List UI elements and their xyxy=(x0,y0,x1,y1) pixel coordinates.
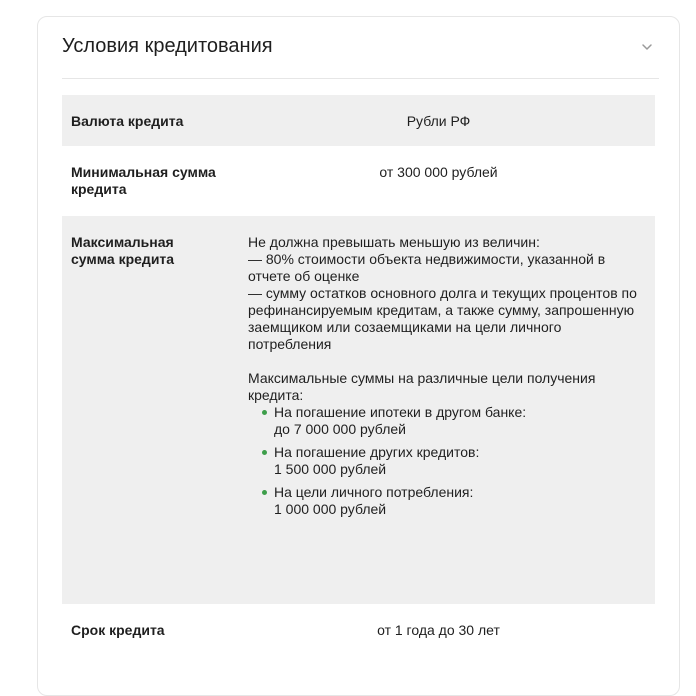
row-value: от 300 000 рублей xyxy=(379,164,498,180)
list-item: На цели личного потребления: 1 000 000 рублей xyxy=(248,484,648,518)
purposes-intro: Максимальные суммы на различные цели получения кредита: xyxy=(248,370,596,403)
card-title: Условия кредитования xyxy=(62,35,273,57)
chevron-down-icon[interactable] xyxy=(639,39,655,55)
table-row xyxy=(62,604,655,655)
row-value: Рубли РФ xyxy=(406,113,471,129)
purposes-list xyxy=(248,404,648,518)
limit-line: — сумму остатков основного долга и текущих процентов по рефинансируемым кредитам, а также сумму, запрошенную заемщиком или созаемщиками на цели личного потребления xyxy=(248,285,637,352)
table-row xyxy=(62,146,655,216)
row-value xyxy=(248,234,648,518)
card-header[interactable] xyxy=(62,17,659,79)
terms-table xyxy=(62,95,655,655)
list-item: На погашение ипотеки в другом банке: до 7 000 000 рублей xyxy=(248,404,648,438)
row-value: от 1 года до 30 лет xyxy=(377,622,500,638)
table-row xyxy=(62,216,655,604)
limit-line: Не должна превышать меньшую из величин: xyxy=(248,234,540,250)
limit-line: — 80% стоимости объекта недвижимости, указанной в отчете об оценке xyxy=(248,251,606,284)
row-label: Максимальная сумма кредита xyxy=(71,234,175,267)
list-item: На погашение других кредитов: 1 500 000 рублей xyxy=(248,444,648,478)
bullet-dot-icon xyxy=(262,490,267,495)
credit-terms-card xyxy=(37,16,680,696)
bullet-dot-icon xyxy=(262,410,267,415)
table-row xyxy=(62,95,655,146)
bullet-dot-icon xyxy=(262,450,267,455)
row-label: Валюта кредита xyxy=(71,113,184,129)
row-label: Срок кредита xyxy=(71,622,165,638)
row-label: Минимальная сумма кредита xyxy=(71,164,216,197)
